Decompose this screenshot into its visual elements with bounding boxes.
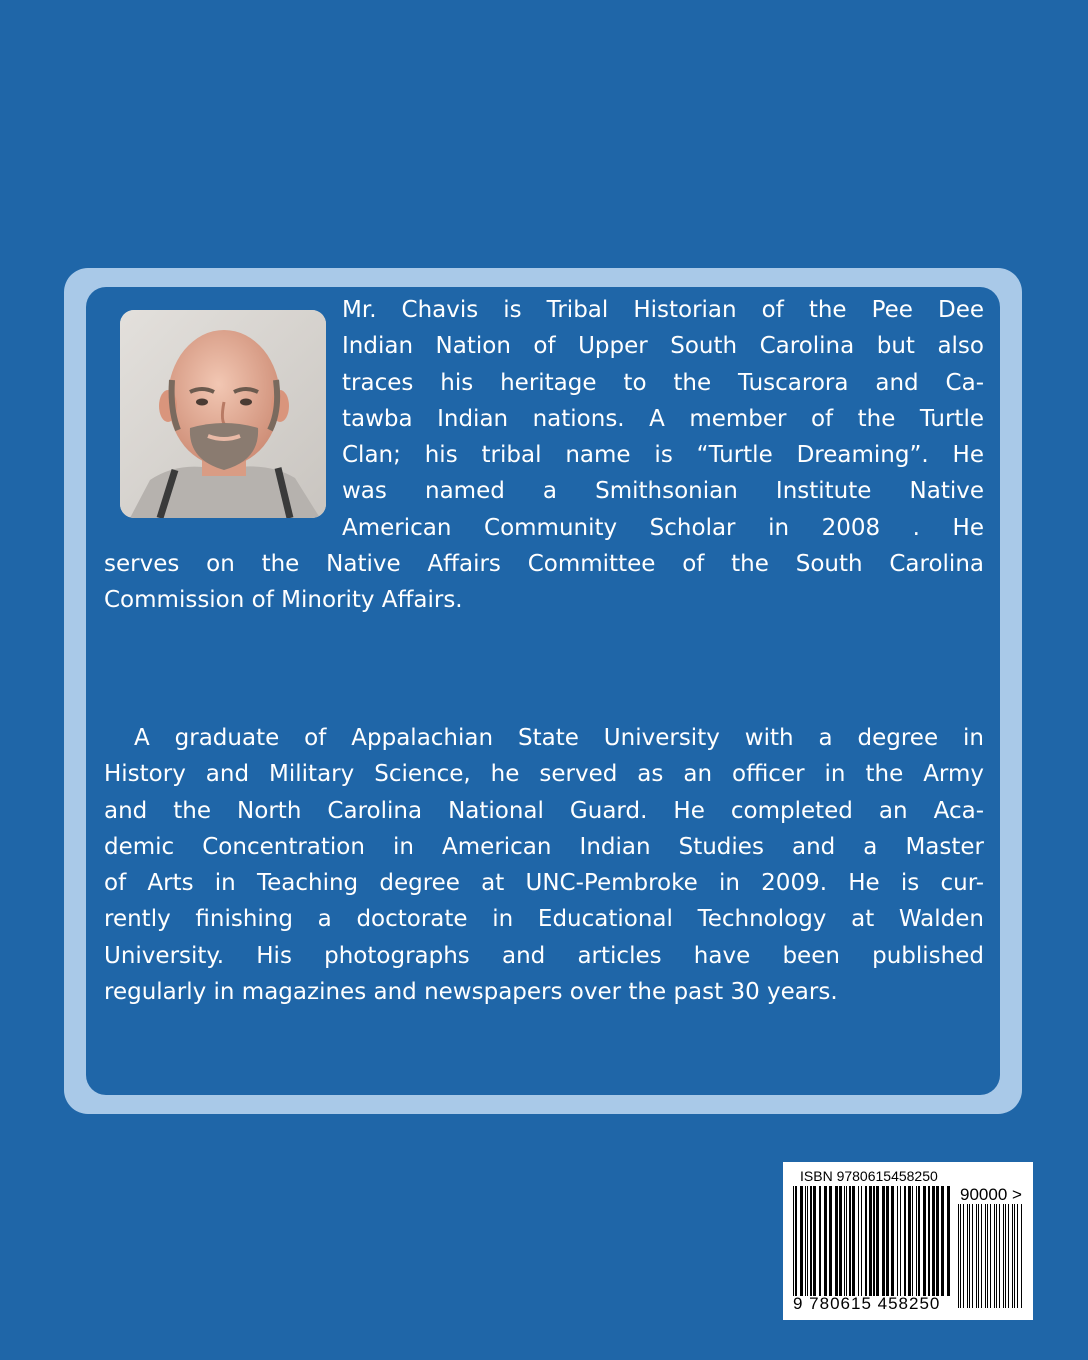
bio-line: of Arts in Teaching degree at UNC-Pembroke in 2009. He is cur- (104, 870, 984, 897)
barcode-bar (813, 1186, 816, 1296)
bio-line: serves on the Native Affairs Committee of the South Carolina (104, 551, 984, 577)
bio-line: History and Military Science, he served as an officer in the Army (104, 761, 984, 788)
barcode-bar (1021, 1204, 1022, 1308)
bio-line: rently finishing a doctorate in Educational Technology at Walden (104, 906, 984, 933)
bio-line: traces his heritage to the Tuscarora and Ca- (342, 369, 984, 396)
author-photo (120, 310, 326, 518)
isbn-label: ISBN 9780615458250 (800, 1168, 938, 1184)
barcode-bar (795, 1186, 797, 1296)
bio-line: demic Concentration in American Indian Studies and a Master (104, 833, 984, 860)
barcode-bar (829, 1186, 832, 1296)
barcode-bar (1014, 1204, 1015, 1308)
price-code: 90000 > (960, 1185, 1022, 1204)
barcode-bar (947, 1186, 950, 1296)
barcode-bar (936, 1186, 939, 1296)
barcode-bar (967, 1204, 968, 1308)
bio-line: tawba Indian nations. A member of the Turtle (342, 405, 984, 432)
isbn-digits: 9 780615 458250 (793, 1294, 941, 1313)
barcode-bar (916, 1186, 917, 1296)
barcode-bar (897, 1186, 898, 1296)
barcode-bar (1005, 1204, 1006, 1308)
barcode-bar (987, 1204, 988, 1308)
barcode-bar (1003, 1204, 1004, 1308)
bio-line: and the North Carolina National Guard. He completed an Aca- (104, 797, 984, 824)
barcode-bar (941, 1186, 944, 1296)
barcode-bar (1008, 1204, 1009, 1308)
barcode-bar (990, 1204, 991, 1308)
barcode-bar (882, 1186, 885, 1296)
barcode-bar (904, 1186, 906, 1296)
bio-line: American Community Scholar in 2008 . He (342, 514, 984, 541)
barcode-bar (846, 1186, 847, 1296)
barcode-bar (976, 1204, 977, 1308)
barcode-bar (932, 1186, 935, 1296)
barcode-bar (996, 1204, 997, 1308)
barcode-bar (978, 1204, 979, 1308)
barcode-bar (969, 1204, 970, 1308)
barcode-bar (852, 1186, 855, 1296)
barcode-bar (994, 1204, 995, 1308)
barcode-bar (865, 1186, 867, 1296)
barcode-bar (912, 1186, 913, 1296)
barcode-bar (900, 1186, 901, 1296)
bio-line: regularly in magazines and newspapers over the past 30 years. (104, 979, 838, 1006)
bio-paragraph-2 (104, 720, 984, 1010)
barcode-bar (807, 1186, 808, 1296)
barcode-bar (844, 1186, 845, 1296)
bio-line: Indian Nation of Upper South Carolina but also (342, 333, 984, 360)
bio-paragraph-1-top (342, 292, 984, 546)
barcode-bar (869, 1186, 872, 1296)
barcode-bar (839, 1186, 842, 1296)
barcode-bar (963, 1204, 964, 1308)
bio-line: University. His photographs and articles have been published (104, 942, 984, 969)
barcode-bar (972, 1204, 973, 1308)
barcode-bar (1017, 1204, 1018, 1308)
barcode-bar (958, 1204, 959, 1308)
barcode-bar (858, 1186, 859, 1296)
barcode-bar (824, 1186, 827, 1296)
barcode-bar (918, 1186, 920, 1296)
barcode-bar (861, 1186, 862, 1296)
barcode-bar (810, 1186, 812, 1296)
barcode-bar (886, 1186, 889, 1296)
barcode-bar (819, 1186, 821, 1296)
barcode-bar (999, 1204, 1000, 1308)
barcode-bar (981, 1204, 982, 1308)
barcode-bar (928, 1186, 930, 1296)
isbn-barcode (793, 1186, 950, 1296)
barcode-bar (960, 1204, 961, 1308)
barcode-bar (800, 1186, 803, 1296)
barcode-bar (908, 1186, 911, 1296)
bio-line: Commission of Minority Affairs. (104, 587, 463, 614)
price-addon-barcode (958, 1204, 1022, 1308)
bio-line: was named a Smithsonian Institute Native (342, 478, 984, 505)
barcode-bar (793, 1186, 794, 1296)
barcode-bar (876, 1186, 879, 1296)
barcode-bar (873, 1186, 875, 1296)
bio-line: A graduate of Appalachian State University with a degree in (134, 725, 984, 751)
barcode-bar (835, 1186, 838, 1296)
bio-paragraph-1-bottom (104, 546, 984, 619)
barcode-bar (923, 1186, 926, 1296)
barcode-bar (849, 1186, 851, 1296)
barcode-bar (1012, 1204, 1013, 1308)
barcode-bar (985, 1204, 986, 1308)
bio-line: Clan; his tribal name is “Turtle Dreaming”. He (342, 442, 984, 469)
barcode-bar (891, 1186, 894, 1296)
barcode-bar (805, 1186, 806, 1296)
bio-line: Mr. Chavis is Tribal Historian of the Pee Dee (342, 297, 984, 323)
